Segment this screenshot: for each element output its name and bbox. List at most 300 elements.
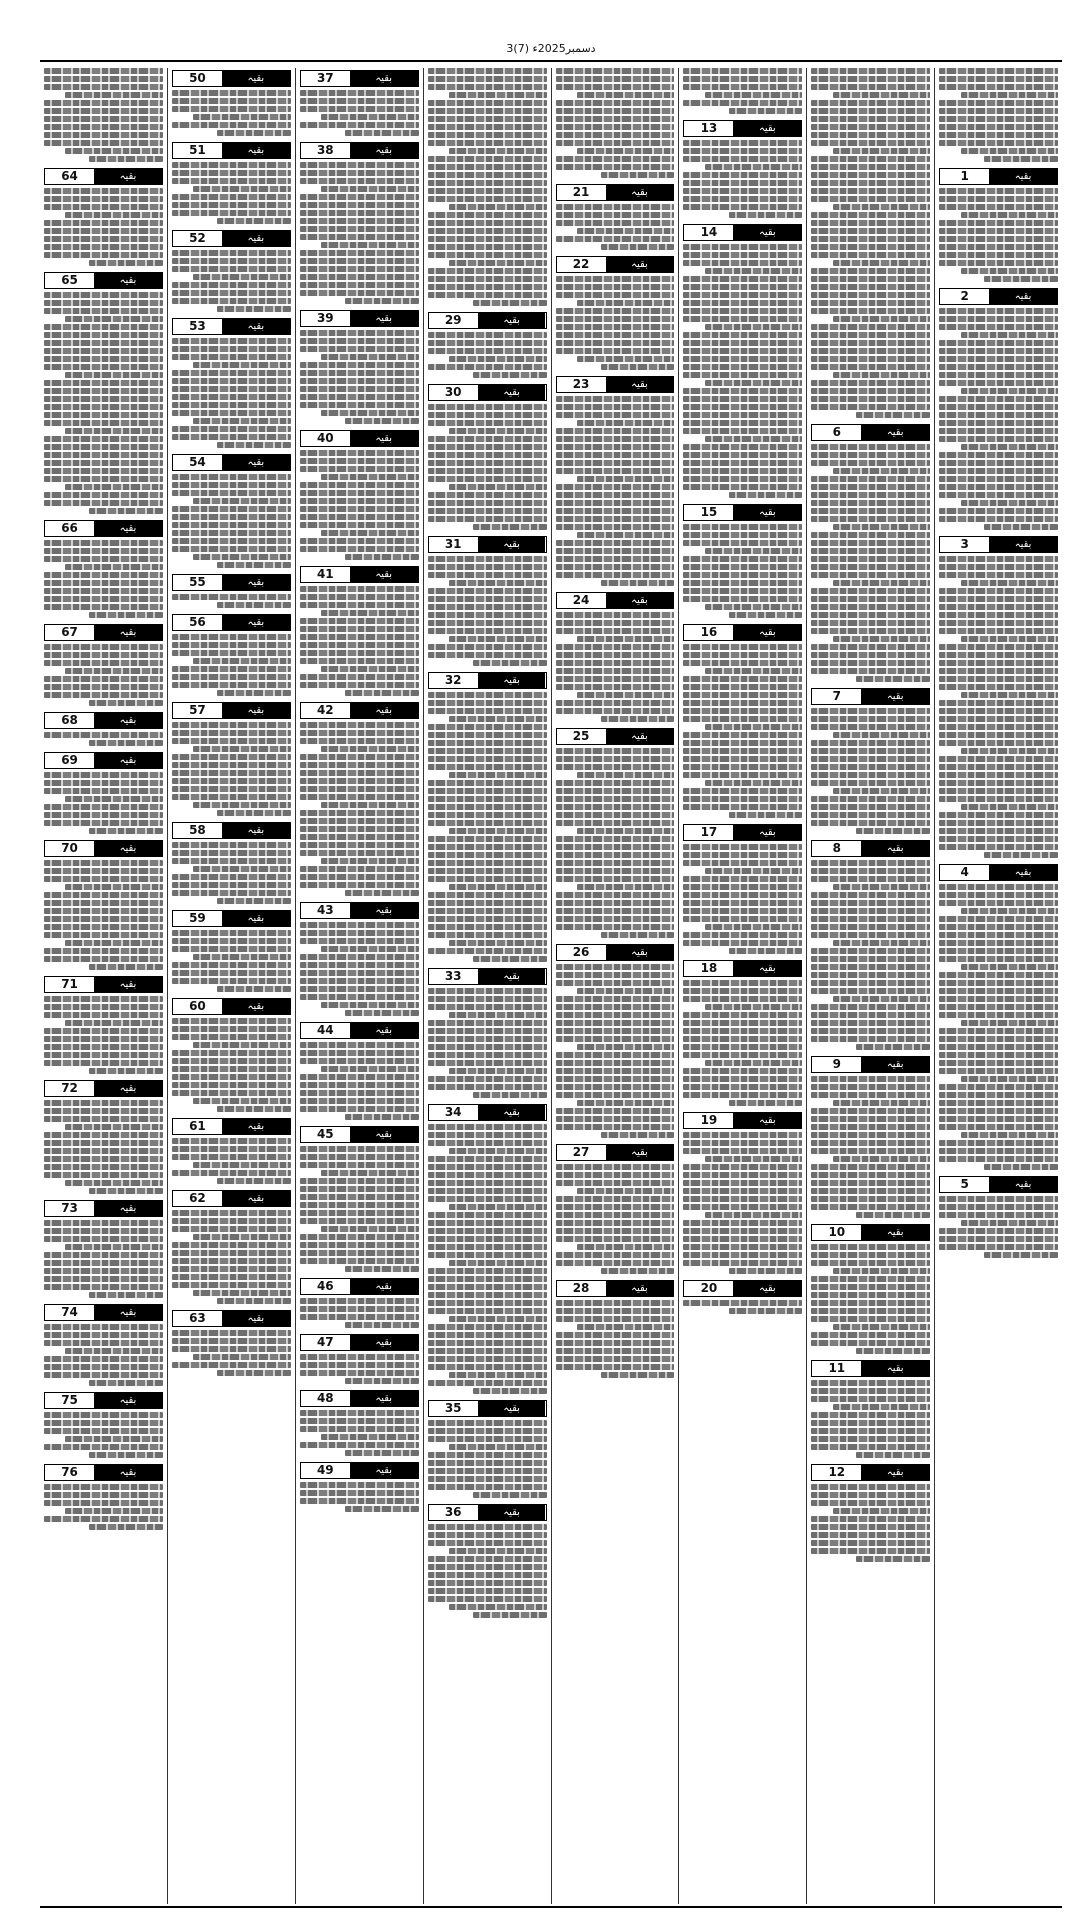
text-line: [683, 732, 802, 738]
page-header: [40, 40, 1062, 62]
story-block: [428, 670, 547, 962]
story-tag: [300, 1126, 419, 1143]
text-line: [811, 108, 930, 114]
story-label: بقیہ: [478, 1505, 546, 1520]
text-line: [428, 332, 547, 338]
text-line: [300, 674, 419, 680]
text-line: [172, 730, 291, 736]
story-number: 59: [173, 911, 222, 926]
story-block: [44, 622, 163, 706]
text-line: [961, 444, 1058, 450]
text-line: [601, 716, 675, 722]
text-line: [939, 260, 1058, 266]
story-block: [300, 900, 419, 1016]
text-line: [683, 708, 802, 714]
text-line: [65, 428, 162, 434]
text-line: [683, 316, 802, 322]
text-line: [577, 356, 674, 362]
text-line: [428, 604, 547, 610]
text-line: [345, 890, 419, 896]
text-line: [939, 420, 1058, 426]
text-line: [939, 1124, 1058, 1130]
story-text: [44, 772, 163, 834]
text-line: [939, 900, 1058, 906]
text-line: [300, 770, 419, 776]
text-line: [193, 274, 290, 280]
text-line: [449, 580, 546, 586]
text-line: [811, 748, 930, 754]
story-block: [44, 1302, 163, 1386]
text-line: [683, 940, 802, 946]
text-line: [811, 1124, 930, 1130]
text-line: [473, 300, 547, 306]
text-line: [811, 1252, 930, 1258]
column: [807, 68, 935, 1904]
text-line: [939, 708, 1058, 714]
story-text: [683, 524, 802, 618]
text-line: [428, 1476, 547, 1482]
text-line: [811, 1076, 930, 1082]
text-line: [428, 284, 547, 290]
text-line: [345, 1450, 419, 1456]
story-tag: [44, 752, 163, 769]
text-line: [683, 412, 802, 418]
text-line: [428, 852, 547, 858]
story-number: 18: [684, 961, 733, 976]
text-line: [811, 1436, 930, 1442]
text-line: [172, 106, 291, 112]
text-line: [556, 1212, 675, 1218]
text-line: [811, 564, 930, 570]
story-tag: [811, 1360, 930, 1377]
story-label: بقیہ: [94, 1465, 162, 1480]
story-continuation: [44, 68, 163, 162]
text-line: [428, 252, 547, 258]
text-line: [811, 548, 930, 554]
story-tag: [428, 1104, 547, 1121]
text-line: [811, 1116, 930, 1122]
text-line: [961, 1020, 1058, 1026]
text-line: [172, 938, 291, 944]
text-line: [44, 500, 163, 506]
story-block: [428, 1502, 547, 1618]
text-line: [217, 442, 291, 448]
text-line: [811, 444, 930, 450]
text-line: [172, 762, 291, 768]
text-line: [44, 604, 163, 610]
text-line: [172, 1058, 291, 1064]
text-line: [811, 1164, 930, 1170]
text-line: [729, 612, 803, 618]
text-line: [172, 594, 291, 600]
story-text: [556, 748, 675, 938]
text-line: [683, 1164, 802, 1170]
text-line: [44, 108, 163, 114]
text-line: [172, 178, 291, 184]
story-text: [811, 1484, 930, 1562]
text-line: [172, 1210, 291, 1216]
story-number: 67: [45, 625, 94, 640]
text-line: [556, 1364, 675, 1370]
story-continuation: [683, 68, 802, 114]
text-line: [44, 1220, 163, 1226]
story-text: [683, 68, 802, 114]
text-line: [300, 658, 419, 664]
text-line: [44, 772, 163, 778]
text-line: [44, 252, 163, 258]
text-line: [811, 188, 930, 194]
text-line: [300, 1442, 419, 1448]
story-text: [172, 722, 291, 816]
story-number: 9: [812, 1057, 861, 1072]
text-line: [428, 108, 547, 114]
text-line: [193, 362, 290, 368]
text-line: [556, 916, 675, 922]
text-line: [939, 84, 1058, 90]
text-line: [172, 962, 291, 968]
text-line: [300, 650, 419, 656]
text-line: [300, 778, 419, 784]
story-text: [300, 586, 419, 696]
text-line: [193, 1234, 290, 1240]
text-line: [172, 506, 291, 512]
text-line: [811, 1284, 930, 1290]
text-line: [345, 1114, 419, 1120]
text-line: [705, 924, 802, 930]
text-line: [939, 788, 1058, 794]
text-line: [811, 764, 930, 770]
text-line: [428, 180, 547, 186]
text-line: [556, 140, 675, 146]
text-line: [984, 156, 1058, 162]
text-line: [300, 482, 419, 488]
text-line: [428, 420, 547, 426]
story-block: [556, 942, 675, 1138]
story-number: 56: [173, 615, 222, 630]
text-line: [89, 1524, 163, 1530]
text-line: [345, 130, 419, 136]
text-line: [811, 804, 930, 810]
story-label: بقیہ: [606, 1145, 674, 1160]
story-block: [683, 222, 802, 498]
story-tag: [939, 864, 1058, 881]
text-line: [705, 268, 802, 274]
text-line: [705, 868, 802, 874]
text-line: [345, 1322, 419, 1328]
text-line: [729, 212, 803, 218]
story-tag: [300, 566, 419, 583]
text-line: [428, 468, 547, 474]
text-line: [89, 700, 163, 706]
story-text: [811, 1076, 930, 1218]
text-line: [44, 1276, 163, 1282]
text-line: [172, 1258, 291, 1264]
text-line: [961, 748, 1058, 754]
text-line: [172, 1274, 291, 1280]
text-line: [556, 788, 675, 794]
text-line: [939, 68, 1058, 74]
text-line: [428, 1172, 547, 1178]
text-line: [428, 1340, 547, 1346]
text-line: [428, 628, 547, 634]
text-line: [811, 1132, 930, 1138]
story-label: بقیہ: [222, 1191, 290, 1206]
text-line: [556, 1028, 675, 1034]
text-line: [683, 276, 802, 282]
story-number: 20: [684, 1281, 733, 1296]
story-block: [939, 286, 1058, 530]
text-line: [172, 1090, 291, 1096]
text-line: [44, 1100, 163, 1106]
text-line: [473, 1388, 547, 1394]
story-label: بقیہ: [606, 729, 674, 744]
story-text: [428, 68, 547, 306]
text-line: [939, 1068, 1058, 1074]
text-line: [428, 812, 547, 818]
story-tag: [939, 288, 1058, 305]
text-line: [856, 676, 930, 682]
text-line: [172, 482, 291, 488]
story-text: [44, 644, 163, 706]
story-label: بقیہ: [94, 1305, 162, 1320]
text-line: [65, 1508, 162, 1514]
text-line: [683, 1180, 802, 1186]
story-tag: [44, 168, 163, 185]
text-line: [811, 244, 930, 250]
text-line: [217, 130, 291, 136]
text-line: [811, 68, 930, 74]
story-text: [556, 276, 675, 370]
story-label: بقیہ: [478, 385, 546, 400]
text-line: [683, 1260, 802, 1266]
story-text: [44, 732, 163, 746]
text-line: [939, 604, 1058, 610]
story-block: [683, 958, 802, 1106]
story-text: [428, 692, 547, 962]
story-tag: [300, 1390, 419, 1407]
column: [40, 68, 168, 1904]
story-number: 57: [173, 703, 222, 718]
story-tag: [172, 1118, 291, 1135]
text-line: [428, 1308, 547, 1314]
text-line: [683, 1132, 802, 1138]
text-line: [44, 588, 163, 594]
text-line: [321, 474, 418, 480]
text-line: [984, 852, 1058, 858]
story-tag: [428, 384, 547, 401]
text-line: [300, 1090, 419, 1096]
story-label: بقیہ: [94, 841, 162, 856]
text-line: [577, 228, 674, 234]
text-line: [428, 364, 547, 370]
story-tag: [172, 574, 291, 591]
text-line: [833, 732, 930, 738]
story-block: [428, 310, 547, 378]
text-line: [172, 778, 291, 784]
text-line: [811, 228, 930, 234]
text-line: [811, 1036, 930, 1042]
text-line: [428, 516, 547, 522]
text-line: [44, 1500, 163, 1506]
text-line: [811, 1380, 930, 1386]
text-line: [300, 338, 419, 344]
text-line: [811, 652, 930, 658]
story-block: [428, 1102, 547, 1394]
story-number: 62: [173, 1191, 222, 1206]
text-line: [683, 788, 802, 794]
text-line: [683, 468, 802, 474]
text-line: [939, 724, 1058, 730]
text-line: [300, 106, 419, 112]
text-line: [556, 564, 675, 570]
column: [296, 68, 424, 1904]
text-line: [811, 1140, 930, 1146]
text-line: [172, 978, 291, 984]
text-line: [44, 220, 163, 226]
text-line: [65, 1020, 162, 1026]
text-line: [939, 828, 1058, 834]
text-line: [172, 250, 291, 256]
story-block: [300, 308, 419, 424]
story-number: 71: [45, 977, 94, 992]
text-line: [705, 668, 802, 674]
story-label: بقیہ: [606, 257, 674, 272]
text-line: [811, 324, 930, 330]
text-line: [300, 1098, 419, 1104]
text-line: [683, 1076, 802, 1082]
text-line: [428, 1452, 547, 1458]
text-line: [577, 884, 674, 890]
text-line: [556, 460, 675, 466]
text-line: [428, 588, 547, 594]
text-line: [811, 1108, 930, 1114]
text-line: [428, 100, 547, 106]
text-line: [811, 620, 930, 626]
text-line: [321, 186, 418, 192]
text-line: [939, 756, 1058, 762]
story-block: [811, 422, 930, 682]
story-block: [556, 182, 675, 250]
text-line: [556, 1252, 675, 1258]
text-line: [683, 1220, 802, 1226]
text-line: [428, 1268, 547, 1274]
text-line: [428, 1364, 547, 1370]
text-line: [939, 972, 1058, 978]
story-block: [428, 966, 547, 1098]
text-line: [833, 636, 930, 642]
text-line: [939, 844, 1058, 850]
story-label: بقیہ: [350, 567, 418, 582]
text-line: [705, 380, 802, 386]
text-line: [172, 122, 291, 128]
text-line: [811, 364, 930, 370]
text-line: [428, 924, 547, 930]
text-line: [300, 370, 419, 376]
story-block: [428, 382, 547, 530]
text-line: [428, 1292, 547, 1298]
text-line: [44, 1356, 163, 1362]
story-label: بقیہ: [861, 1465, 929, 1480]
text-line: [833, 996, 930, 1002]
story-text: [300, 90, 419, 136]
story-tag: [172, 1310, 291, 1327]
story-text: [683, 140, 802, 218]
text-line: [811, 1188, 930, 1194]
text-line: [300, 978, 419, 984]
text-line: [193, 802, 290, 808]
text-line: [683, 1012, 802, 1018]
text-line: [833, 940, 930, 946]
text-line: [556, 156, 675, 162]
story-number: 65: [45, 273, 94, 288]
story-number: 3: [940, 537, 989, 552]
story-block: [300, 428, 419, 560]
story-number: 42: [301, 703, 350, 718]
text-line: [428, 556, 547, 562]
text-line: [683, 908, 802, 914]
text-line: [300, 290, 419, 296]
text-line: [172, 474, 291, 480]
text-line: [300, 634, 419, 640]
story-tag: [300, 702, 419, 719]
text-line: [729, 492, 803, 498]
text-line: [811, 596, 930, 602]
text-line: [939, 220, 1058, 226]
text-line: [44, 804, 163, 810]
text-line: [428, 756, 547, 762]
text-line: [729, 1268, 803, 1274]
story-block: [44, 1198, 163, 1298]
story-text: [300, 722, 419, 896]
text-line: [172, 634, 291, 640]
text-line: [961, 964, 1058, 970]
text-line: [683, 1204, 802, 1210]
text-line: [556, 676, 675, 682]
text-line: [811, 380, 930, 386]
text-line: [811, 84, 930, 90]
text-line: [473, 956, 547, 962]
text-line: [811, 948, 930, 954]
text-line: [556, 116, 675, 122]
text-line: [321, 530, 418, 536]
text-line: [44, 1052, 163, 1058]
text-line: [300, 538, 419, 544]
text-line: [428, 1084, 547, 1090]
text-line: [811, 1244, 930, 1250]
text-line: [939, 412, 1058, 418]
story-tag: [300, 1462, 419, 1479]
story-number: 76: [45, 1465, 94, 1480]
text-line: [939, 492, 1058, 498]
text-line: [449, 828, 546, 834]
text-line: [428, 868, 547, 874]
text-line: [321, 1002, 418, 1008]
text-line: [65, 884, 162, 890]
text-line: [705, 436, 802, 442]
story-number: 23: [557, 377, 606, 392]
text-line: [172, 370, 291, 376]
story-text: [428, 332, 547, 378]
text-line: [939, 780, 1058, 786]
text-line: [683, 988, 802, 994]
text-line: [428, 452, 547, 458]
story-tag: [811, 688, 930, 705]
story-block: [172, 1188, 291, 1304]
story-label: بقیہ: [478, 1401, 546, 1416]
text-line: [44, 1420, 163, 1426]
text-line: [44, 420, 163, 426]
text-line: [44, 396, 163, 402]
